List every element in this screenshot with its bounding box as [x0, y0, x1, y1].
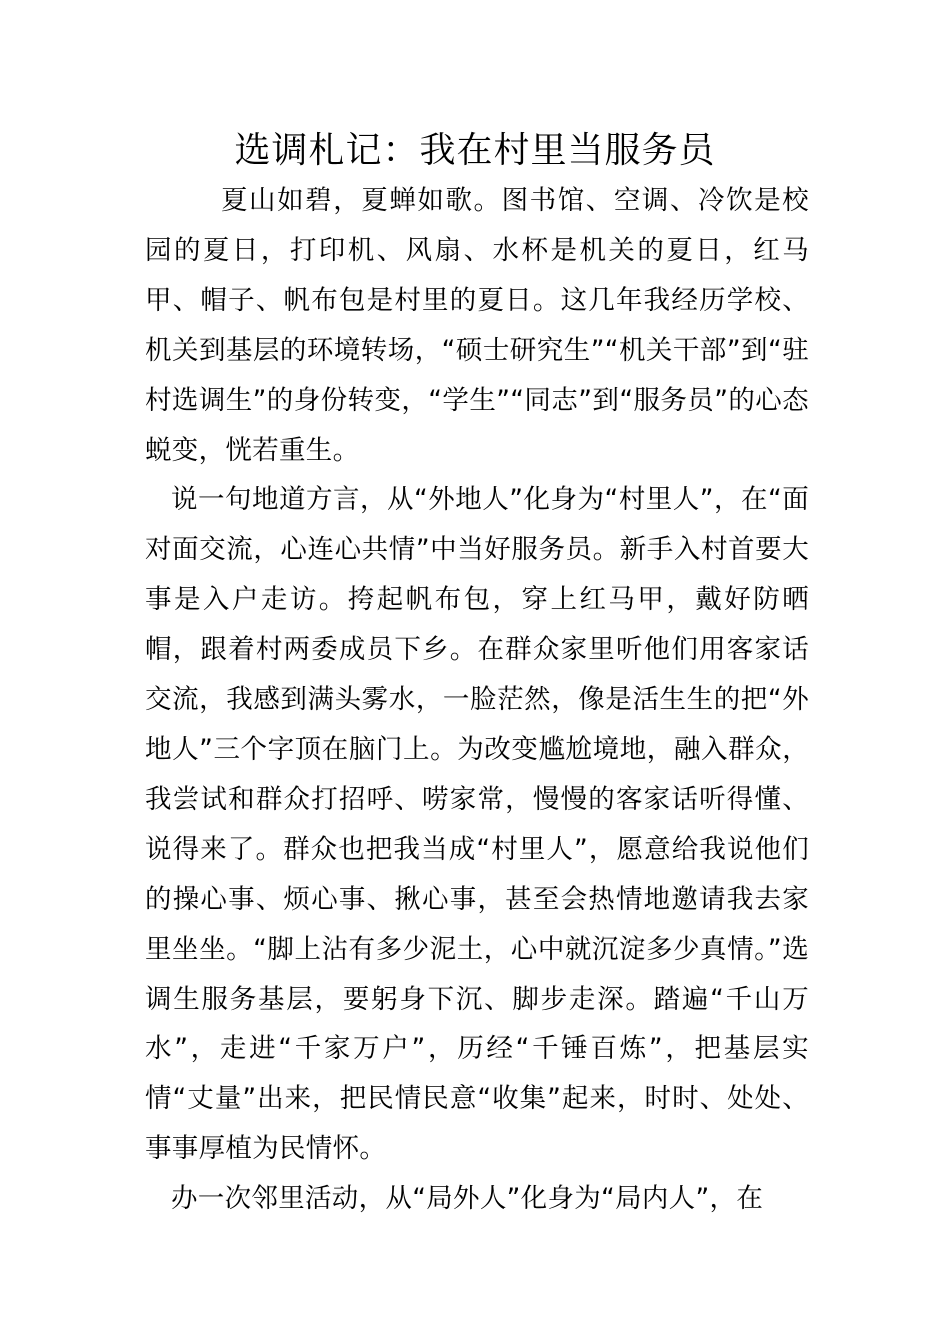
- paragraph-1: 夏山如碧，夏蝉如歌。图书馆、空调、冷饮是校园的夏日，打印机、风扇、水杯是机关的夏日，红马甲、帽子、帆布包是村里的夏日。这几年我经历学校、机关到基层的环境转场，“硕士研究生”“机关干部”到“驻村选调生”的身份转变，“学生”“同志”到“服务员”的心态蜕变，恍若重生。: [145, 185, 809, 466]
- paragraph-2: 说一句地道方言，从“外地人”化身为“村里人”，在“面对面交流，心连心共情”中当好服务员。新手入村首要大事是入户走访。挎起帆布包，穿上红马甲，戴好防晒帽，跟着村两委成员下乡。在群众家里听他们用客家话交流，我感到满头雾水，一脸茫然，像是活生生的把“外地人”三个字顶在脑门上。为改变尴尬境地，融入群众，我尝试和群众打招呼、唠家常，慢慢的客家话听得懂、说得来了。群众也把我当成“村里人”，愿意给我说他们的操心事、烦心事、揪心事，甚至会热情地邀请我去家里坐坐。“脚上沾有多少泥土，心中就沉淀多少真情。”选调生服务基层，要躬身下沉、脚步走深。踏遍“千山万水”，走进“千家万户”，历经“千锤百炼”，把基层实情“丈量”出来，把民情民意“收集”起来，时时、处处、事事厚植为民情怀。: [145, 484, 809, 1165]
- document-title: 选调札记：我在村里当服务员: [234, 130, 716, 171]
- document-body: [145, 176, 809, 1224]
- paragraph-3: 办一次邻里活动，从“局外人”化身为“局内人”，在: [171, 1183, 764, 1215]
